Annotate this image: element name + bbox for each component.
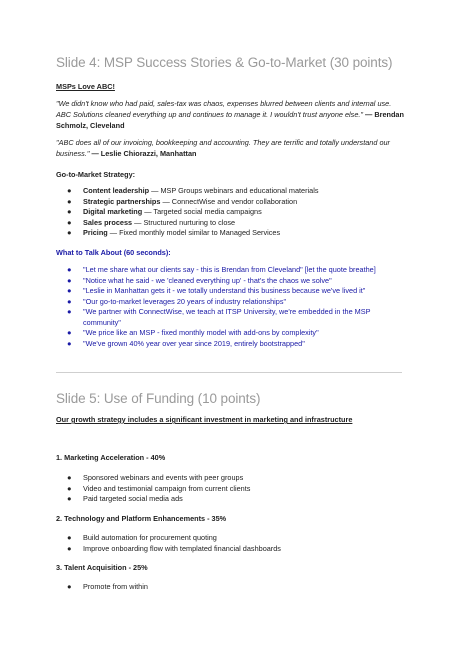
talk-item (56, 307, 406, 328)
talk-item (56, 297, 406, 308)
bullet-icon: ● (67, 186, 72, 195)
funding-item (56, 533, 406, 544)
funding-item-text: Improve onboarding flow with templated financial dashboards (83, 543, 281, 553)
funding-item-text: Promote from within (83, 582, 148, 591)
bullet-icon: ● (67, 265, 72, 274)
bullet-icon: ● (67, 207, 72, 216)
quote-leslie (56, 137, 406, 159)
gtm-item (56, 228, 406, 239)
gtm-item-term: Strategic partnerships (83, 196, 161, 206)
talk-item-text: "Our go-to-market leverages 20 years of industry relationships" (83, 296, 287, 306)
quote-leslie-text: "ABC does all of our invoicing, bookkeeping and accounting. They are terrific and totally understand our business." (56, 138, 390, 158)
bullet-icon: ● (67, 483, 72, 493)
funding-item-text: Paid targeted social media ads (83, 494, 183, 503)
bullet-icon: ● (67, 494, 72, 503)
talk-item-text: "Leslie in Manhattan gets it - we totally understand this business because we've lived it" (83, 286, 366, 295)
bullet-icon: ● (67, 217, 72, 227)
gtm-item-term: Digital marketing (83, 207, 143, 216)
bullet-icon: ● (67, 543, 72, 553)
funding-item-text: Sponsored webinars and events with peer groups (83, 473, 244, 482)
talk-item (56, 286, 406, 297)
quote-brendan-attribution: — Brendan Schmolz, Cleveland (56, 110, 404, 130)
funding-section-heading: 1. Marketing Acceleration - 40% (56, 453, 166, 462)
gtm-heading: Go-to-Market Strategy: (56, 170, 136, 179)
funding-section-heading: 2. Technology and Platform Enhancements - 35% (56, 514, 227, 523)
talk-item-text: "We partner with ConnectWise, we teach at ITSP University, we're embedded in the MSP community" (83, 307, 371, 327)
bullet-icon: ● (67, 307, 72, 316)
funding-section-heading: 3. Talent Acquisition - 25% (56, 563, 148, 572)
talk-item-text: "Notice what he said - we 'cleaned everything up' - that's the chaos we solve" (83, 275, 332, 285)
bullet-icon: ● (67, 328, 72, 337)
gtm-item-desc: — MSP Groups webinars and educational materials (149, 186, 319, 195)
section-divider (56, 372, 402, 373)
gtm-item-term: Sales process (83, 217, 133, 227)
talk-heading: What to Talk About (60 seconds): (56, 248, 171, 257)
talk-item (56, 328, 406, 339)
bullet-icon: ● (67, 275, 72, 285)
funding-item (56, 494, 406, 505)
gtm-item-term: Content leadership (83, 186, 150, 195)
funding-item (56, 582, 406, 593)
msps-love-heading: MSPs Love ABC! (56, 82, 115, 91)
gtm-item-desc: — Targeted social media campaigns (142, 207, 262, 216)
bullet-icon: ● (67, 533, 72, 542)
bullet-icon: ● (67, 228, 72, 237)
talk-item (56, 265, 406, 276)
funding-section-list (56, 582, 406, 593)
talk-list (56, 265, 406, 349)
quote-brendan-text: "We didn't know who had paid, sales-tax was chaos, expenses blurred between clients and internal use. ABC Solutions cleaned everything up and continues to manage it. I wouldn't trust anyone else." (56, 99, 392, 119)
slide4-title: Slide 4: MSP Success Stories & Go-to-Market (30 points) (56, 55, 393, 70)
funding-section-list (56, 533, 406, 554)
talk-item-text: "Let me share what our clients say - this is Brendan from Cleveland" [let the quote breathe] (83, 265, 376, 274)
funding-item (56, 473, 406, 484)
quote-brendan (56, 98, 406, 131)
talk-item-text: "We've grown 40% year over year since 2019, entirely bootstrapped" (83, 338, 305, 348)
funding-section-list (56, 473, 406, 505)
bullet-icon: ● (67, 338, 72, 348)
gtm-item-desc: — Structured nurturing to close (132, 217, 236, 227)
talk-item (56, 339, 406, 350)
bullet-icon: ● (67, 473, 72, 482)
gtm-item (56, 218, 406, 229)
talk-item-text: "We price like an MSP - fixed monthly model with add-ons by complexity" (83, 328, 319, 337)
quote-leslie-attribution: — Leslie Chiorazzi, Manhattan (91, 149, 197, 158)
bullet-icon: ● (67, 582, 72, 591)
gtm-item (56, 186, 406, 197)
gtm-item-desc: — ConnectWise and vendor collaboration (160, 196, 298, 206)
gtm-list (56, 186, 406, 239)
bullet-icon: ● (67, 196, 72, 206)
talk-item (56, 276, 406, 287)
funding-item (56, 544, 406, 555)
gtm-item (56, 197, 406, 208)
funding-item-text: Video and testimonial campaign from current clients (83, 483, 251, 493)
gtm-item-term: Pricing (83, 228, 108, 237)
funding-item-text: Build automation for procurement quoting (83, 533, 217, 542)
bullet-icon: ● (67, 286, 72, 295)
gtm-item (56, 207, 406, 218)
funding-intro: Our growth strategy includes a significant investment in marketing and infrastructure (56, 415, 353, 424)
funding-item (56, 484, 406, 495)
bullet-icon: ● (67, 296, 72, 306)
slide5-title: Slide 5: Use of Funding (10 points) (56, 391, 261, 406)
gtm-item-desc: — Fixed monthly model similar to Managed Services (107, 228, 281, 237)
